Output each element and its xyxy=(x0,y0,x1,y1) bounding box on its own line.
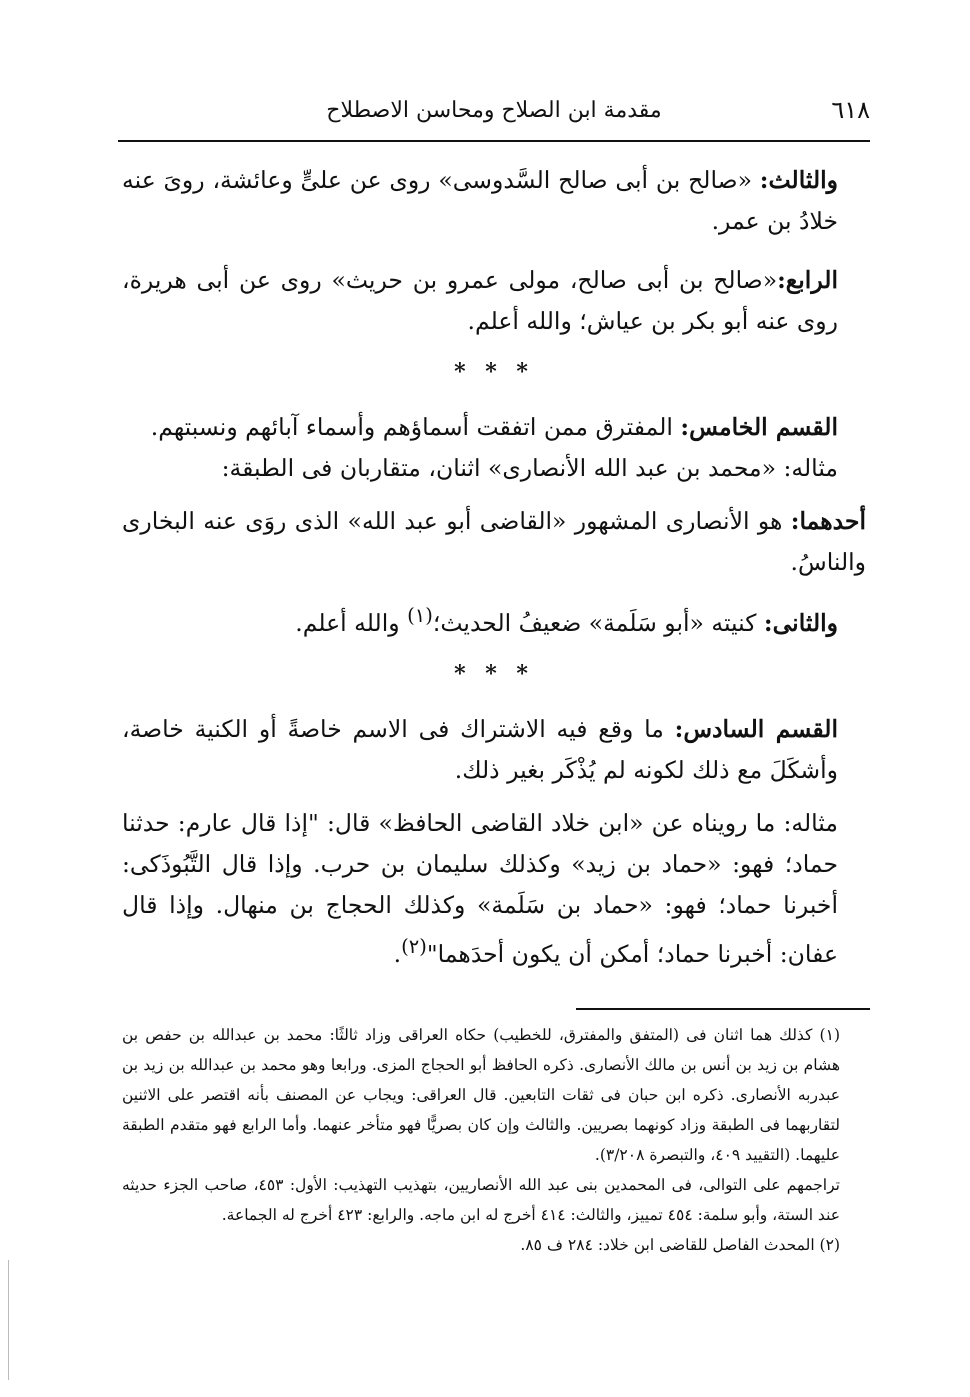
footnotes xyxy=(122,1020,868,1260)
paragraph-second-of-two xyxy=(122,595,866,644)
paragraph-fourth xyxy=(122,260,866,342)
running-title: مقدمة ابن الصلاح ومحاسن الاصطلاح xyxy=(326,98,662,123)
paragraph-label: والثالث: xyxy=(759,166,838,194)
paragraph-text: هو الأنصارى المشهور «القاضى أبو عبد الله» الذى روَى عنه البخارى والناسُ. xyxy=(122,507,866,576)
paragraph-text: كنيته «أبو سَلَمة» ضعيفُ الحديث؛ xyxy=(432,608,764,637)
paragraph-text: «صالح بن أبى صالح، مولى عمرو بن حريث» روى عن أبى هريرة، روى عنه أبو بكر بن عياش؛ والله أعلم. xyxy=(122,266,838,335)
section-separator: * * * xyxy=(454,359,534,385)
header-rule xyxy=(118,140,870,142)
footnote-1-continued: تراجمهم على التوالى، فى المحمدين بنى عبد الله الأنصاريين، بتهذيب التهذيب: الأول: ٤٥٣، صاحب الجزء حديثه عند الستة، وأبو سلمة: ٤٥٤ تمييز، والثالث: ٤١٤ أخرج له ابن ماجه. والرابع: ٤٢٣ أخرج له الجماعة. xyxy=(122,1176,840,1224)
footnote-rule xyxy=(576,1008,870,1010)
paragraph-text-after: . xyxy=(393,939,402,968)
paragraph-section-six xyxy=(122,709,866,791)
paragraph-text-after: والله أعلم. xyxy=(295,608,408,637)
paragraph-text: مثاله: ما رويناه عن «ابن خلاد القاضى الحافظ» قال: "إذا قال عارم: حدثنا حماد؛ فهو: «حماد بن زيد» وكذلك سليمان بن حرب. وإذا قال التَّبُوذَكى: أخبرنا حماد؛ فهو: «حماد بن سَلَمة» وكذلك الحجاج بن منهال. وإذا قال عفان: أخبرنا حماد؛ أمكن أن يكون أحدَهما" xyxy=(122,808,838,968)
footnote-ref[interactable]: (٢) xyxy=(401,934,427,958)
paragraph-third xyxy=(122,160,866,242)
scan-margin-line xyxy=(8,1260,9,1380)
footnote-1: (١) كذلك هما اثنان فى (المتفق والمفترق، للخطيب) حكاه العراقى وزاد ثالثًا: محمد بن عبدالله بن حفص بن هشام بن زيد بن أنس بن مالك الأنصارى. ذكره الحافظ أبو الحجاج المزى. ورابعا وهو محمد بن عبدالله بن زيد بن عبدربه الأنصارى. ذكره ابن حبان فى ثقات التابعين. قال العراقى: ويجاب عن المصنف بأنه اقتصر على الاثنين لتقاربهما فى الطبقة وزاد كونهما بصريين. والثالث وإن كان بصريًّا فهو متأخر عنهما. وأما الرابع فهو متقدم الطبقة عليهما. (التقييد ٤٠٩، والتبصرة ٣/٢٠٨). xyxy=(122,1026,840,1164)
paragraph-label: والثانى: xyxy=(763,608,838,637)
paragraph-first-of-two xyxy=(122,501,866,583)
paragraph-section-five xyxy=(122,407,866,448)
page-header xyxy=(118,92,870,136)
paragraph-label: أحدهما: xyxy=(790,507,866,535)
section-separator: * * * xyxy=(454,660,534,687)
paragraph-example-five xyxy=(122,448,866,489)
paragraph-example-six xyxy=(122,803,866,975)
section-heading: القسم السادس: xyxy=(674,714,838,743)
paragraph-label: الرابع: xyxy=(777,266,838,294)
page-number: ٦١٨ xyxy=(831,96,870,124)
paragraph-text: المفترق ممن اتفقت أسماؤهم وأسماء آبائهم ونسبتهم. xyxy=(150,413,681,441)
paragraph-text: ما وقع فيه الاشتراك فى الاسم خاصةً أو الكنية خاصة، وأشكَلَ مع ذلك لكونه لم يُذْكَر بغير ذلك. xyxy=(122,714,838,784)
paragraph-text: مثاله: «محمد بن عبد الله الأنصارى» اثنان، متقاربان فى الطبقة: xyxy=(221,454,838,482)
paragraph-text: «صالح بن أبى صالح السَّدوسى» روى عن علىٍّ وعائشة، روىَ عنه خلادُ بن عمر. xyxy=(122,166,838,235)
section-heading: القسم الخامس: xyxy=(680,413,838,441)
main-text xyxy=(122,160,866,975)
footnote-2: (٢) المحدث الفاصل للقاضى ابن خلاد: ٢٨٤ ف ٨٥. xyxy=(520,1236,840,1254)
footnote-ref[interactable]: (١) xyxy=(407,604,433,627)
